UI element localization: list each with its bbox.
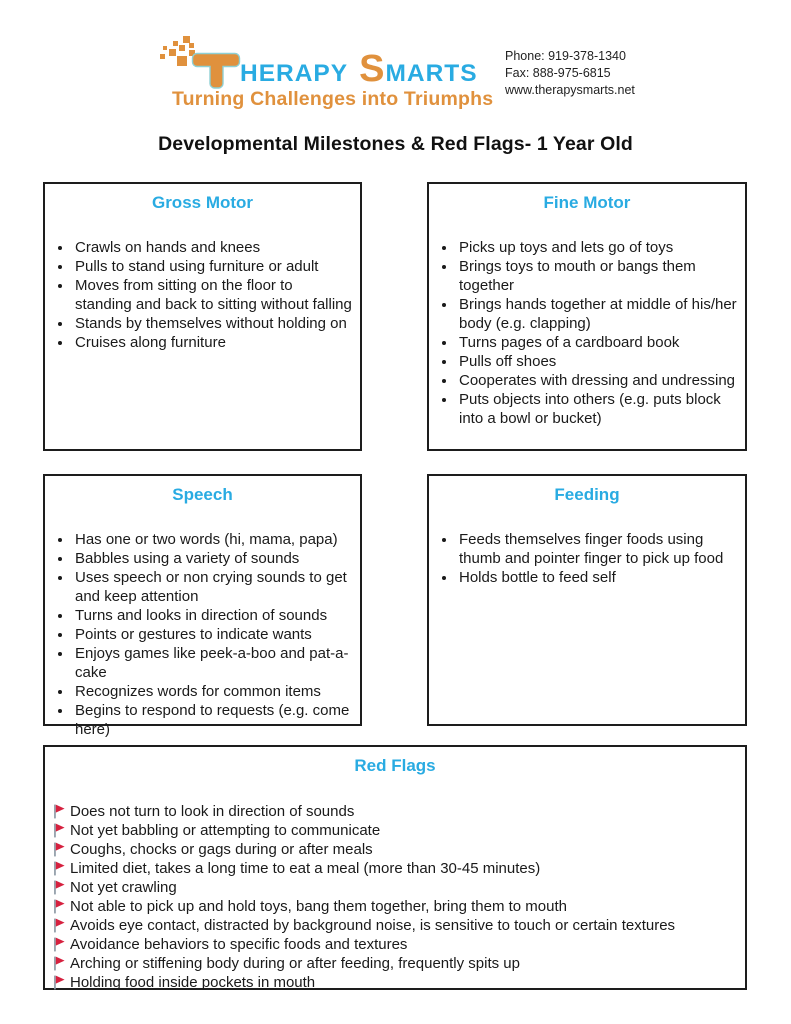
red-flag-text: Not yet crawling <box>70 879 177 896</box>
section-title-speech: Speech <box>172 485 233 504</box>
red-flag-item <box>53 973 735 992</box>
red-flag-item <box>53 897 735 916</box>
section-fine-motor <box>427 182 747 451</box>
red-flag-icon <box>53 975 65 990</box>
milestone-item: • Brings toys to mouth or bangs them together <box>457 257 737 295</box>
section-gross-motor <box>43 182 362 451</box>
milestone-item: • Picks up toys and lets go of toys <box>457 238 737 257</box>
section-title-fine-motor: Fine Motor <box>543 193 631 212</box>
milestone-item: • Holds bottle to feed self <box>457 568 737 587</box>
section-title-gross-motor: Gross Motor <box>151 193 254 212</box>
milestone-item: • Cruises along furniture <box>73 333 352 352</box>
red-flag-item <box>53 802 735 821</box>
milestone-item: • Brings hands together at middle of his/her body (e.g. clapping) <box>457 295 737 333</box>
milestone-item: • Pulls off shoes <box>457 352 737 371</box>
section-feeding <box>427 474 747 726</box>
wordmark-s-initial: S <box>359 48 386 90</box>
red-flag-item <box>53 859 735 878</box>
red-flag-icon <box>53 956 65 971</box>
contact-block <box>505 48 635 99</box>
milestone-list-gross-motor <box>45 238 360 352</box>
contact-phone: Phone: 919-378-1340 <box>505 49 626 63</box>
red-flag-icon <box>53 880 65 895</box>
milestone-item: • Feeds themselves finger foods using thumb and pointer finger to pick up food <box>457 530 737 568</box>
milestone-item: • Begins to respond to requests (e.g. come here) <box>73 701 352 739</box>
milestone-item: • Cooperates with dressing and undressing <box>457 371 737 390</box>
red-flag-item <box>53 840 735 859</box>
wordmark-marts: MARTS <box>385 60 478 87</box>
milestone-item: • Has one or two words (hi, mama, papa) <box>73 530 352 549</box>
milestone-list-feeding <box>429 530 745 587</box>
red-flag-item <box>53 954 735 973</box>
milestone-item: • Turns and looks in direction of sounds <box>73 606 352 625</box>
page-title: Developmental Milestones & Red Flags- 1 Year Old <box>158 133 633 155</box>
milestone-item: • Moves from sitting on the floor to standing and back to sitting without falling <box>73 276 352 314</box>
milestone-item: • Stands by themselves without holding on <box>73 314 352 333</box>
red-flag-text: Coughs, chocks or gags during or after meals <box>70 841 373 858</box>
milestone-item: • Babbles using a variety of sounds <box>73 549 352 568</box>
red-flag-item <box>53 935 735 954</box>
contact-website: www.therapysmarts.net <box>505 83 635 97</box>
section-speech <box>43 474 362 738</box>
milestone-list-speech <box>45 530 360 739</box>
contact-fax: Fax: 888-975-6815 <box>505 66 611 80</box>
red-flag-text: Avoids eye contact, distracted by background noise, is sensitive to touch or certain textures <box>70 917 676 934</box>
pixel-t-logo-icon <box>159 36 243 90</box>
red-flag-text: Not able to pick up and hold toys, bang them together, bring them to mouth <box>70 898 567 915</box>
milestone-item: • Recognizes words for common items <box>73 682 352 701</box>
red-flag-text: Does not turn to look in direction of sounds <box>70 803 355 820</box>
milestone-item: • Crawls on hands and knees <box>73 238 352 257</box>
milestone-item: • Pulls to stand using furniture or adult <box>73 257 352 276</box>
red-flag-icon <box>53 842 65 857</box>
logo-tagline: Turning Challenges into Triumphs <box>172 88 494 110</box>
red-flag-icon <box>53 861 65 876</box>
red-flag-item <box>53 916 735 935</box>
red-flag-icon <box>53 899 65 914</box>
red-flag-icon <box>53 823 65 838</box>
therapy-smarts-wordmark <box>240 50 478 88</box>
milestone-item: • Enjoys games like peek-a-boo and pat-a-cake <box>73 644 352 682</box>
milestone-item: • Puts objects into others (e.g. puts block into a bowl or bucket) <box>457 390 737 428</box>
wordmark-therapy: HERAPY <box>240 60 349 87</box>
red-flag-item <box>53 878 735 897</box>
section-title-red-flags: Red Flags <box>354 756 436 775</box>
milestone-list-fine-motor <box>429 238 745 428</box>
red-flag-item <box>53 821 735 840</box>
red-flag-list <box>45 802 745 992</box>
red-flag-text: Limited diet, takes a long time to eat a meal (more than 30-45 minutes) <box>70 860 541 877</box>
red-flag-icon <box>53 804 65 819</box>
milestone-item: • Uses speech or non crying sounds to get and keep attention <box>73 568 352 606</box>
red-flag-text: Holding food inside pockets in mouth <box>70 974 316 991</box>
red-flag-text: Not yet babbling or attempting to communicate <box>70 822 381 839</box>
red-flag-text: Arching or stiffening body during or after feeding, frequently spits up <box>70 955 520 972</box>
milestone-item: • Turns pages of a cardboard book <box>457 333 737 352</box>
section-title-feeding: Feeding <box>554 485 620 504</box>
milestone-item: • Points or gestures to indicate wants <box>73 625 352 644</box>
section-red-flags <box>43 745 747 990</box>
red-flag-icon <box>53 937 65 952</box>
red-flag-text: Avoidance behaviors to specific foods and textures <box>70 936 408 953</box>
red-flag-icon <box>53 918 65 933</box>
